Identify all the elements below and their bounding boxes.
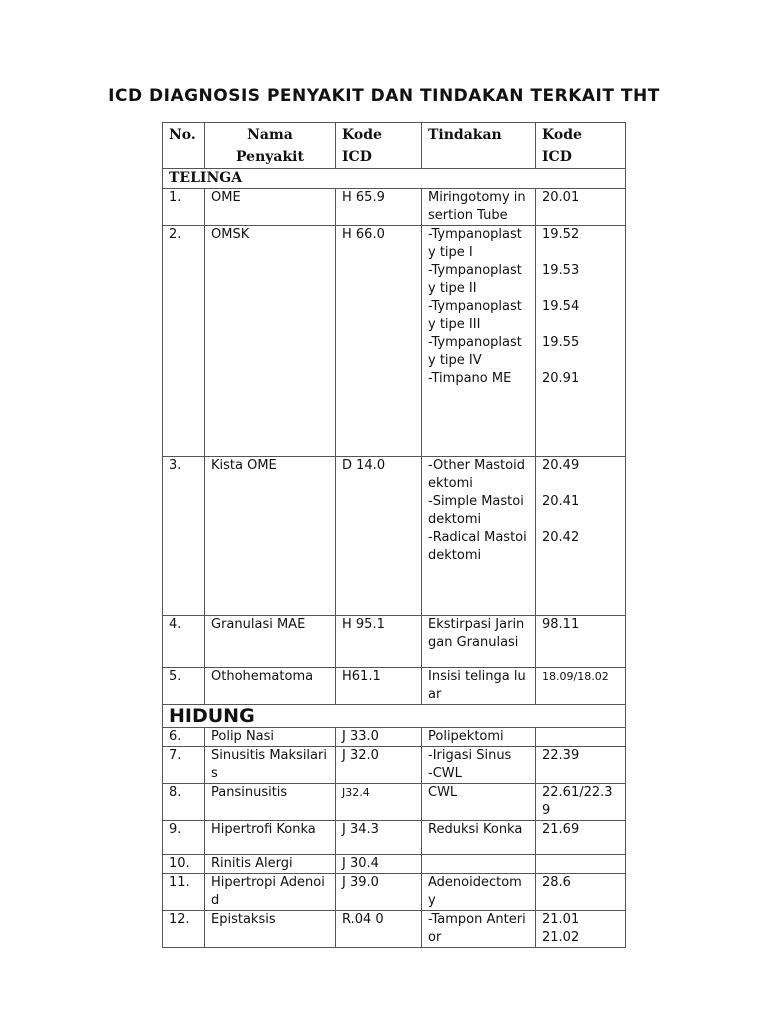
cell-nama: OME xyxy=(205,189,336,226)
table-row xyxy=(163,457,626,616)
cell-kode: 22.61/22.39 xyxy=(536,784,626,821)
cell-nama: Hipertrofi Konka xyxy=(205,821,336,855)
cell-no: 4. xyxy=(163,616,205,668)
table-row xyxy=(163,226,626,457)
header-kode-icd: Kode ICD xyxy=(336,123,422,169)
cell-nama: Hipertropi Adenoid xyxy=(205,874,336,911)
cell-tindakan: Insisi telinga luar xyxy=(422,668,536,705)
table-row xyxy=(163,911,626,948)
cell-no: 2. xyxy=(163,226,205,457)
cell-icd: H 66.0 xyxy=(336,226,422,457)
cell-kode: 28.6 xyxy=(536,874,626,911)
header-no: No. xyxy=(163,123,205,169)
cell-no: 7. xyxy=(163,747,205,784)
cell-tindakan: Miringotomy insertion Tube xyxy=(422,189,536,226)
cell-no: 6. xyxy=(163,728,205,747)
table-header-row xyxy=(163,123,626,169)
cell-icd: H 65.9 xyxy=(336,189,422,226)
cell-icd: H 95.1 xyxy=(336,616,422,668)
cell-tindakan: CWL xyxy=(422,784,536,821)
cell-tindakan: -Other Mastoidektomi -Simple Mastoidektomi -Radical Mastoidektomi xyxy=(422,457,536,616)
icd-table xyxy=(162,122,626,948)
cell-no: 9. xyxy=(163,821,205,855)
section-label-hidung: HIDUNG xyxy=(163,705,626,728)
table-row xyxy=(163,874,626,911)
cell-icd: J32.4 xyxy=(336,784,422,821)
cell-tindakan: -Irigasi Sinus -CWL xyxy=(422,747,536,784)
cell-tindakan: Polipektomi xyxy=(422,728,536,747)
cell-kode xyxy=(536,728,626,747)
cell-nama: Sinusitis Maksilaris xyxy=(205,747,336,784)
table-row xyxy=(163,821,626,855)
cell-icd: H61.1 xyxy=(336,668,422,705)
section-row-hidung xyxy=(163,705,626,728)
table-row xyxy=(163,668,626,705)
header-nama-penyakit: Nama Penyakit xyxy=(205,123,336,169)
cell-kode: 98.11 xyxy=(536,616,626,668)
cell-tindakan: Ekstirpasi Jaringan Granulasi xyxy=(422,616,536,668)
cell-tindakan: -Tympanoplasty tipe I -Tympanoplasty tipe II -Tympanoplasty tipe III -Tympanoplasty tipe IV -Timpano ME xyxy=(422,226,536,457)
header-kode-icd-tindakan: Kode ICD xyxy=(536,123,626,169)
cell-kode: 20.01 xyxy=(536,189,626,226)
cell-kode: 21.01 21.02 xyxy=(536,911,626,948)
cell-tindakan: Reduksi Konka xyxy=(422,821,536,855)
cell-no: 11. xyxy=(163,874,205,911)
cell-nama: Rinitis Alergi xyxy=(205,855,336,874)
table-row xyxy=(163,855,626,874)
cell-kode: 20.49 20.41 20.42 xyxy=(536,457,626,616)
cell-icd: J 34.3 xyxy=(336,821,422,855)
section-row-telinga xyxy=(163,169,626,189)
cell-nama: Pansinusitis xyxy=(205,784,336,821)
table-row xyxy=(163,784,626,821)
document-title: ICD DIAGNOSIS PENYAKIT DAN TINDAKAN TERKAIT THT xyxy=(108,86,660,106)
cell-nama: Kista OME xyxy=(205,457,336,616)
table-row xyxy=(163,189,626,226)
cell-nama: Epistaksis xyxy=(205,911,336,948)
cell-kode: 18.09/18.02 xyxy=(536,668,626,705)
cell-kode xyxy=(536,855,626,874)
cell-tindakan xyxy=(422,855,536,874)
table-row xyxy=(163,747,626,784)
cell-nama: Polip Nasi xyxy=(205,728,336,747)
cell-nama: OMSK xyxy=(205,226,336,457)
table-row xyxy=(163,616,626,668)
cell-kode: 22.39 xyxy=(536,747,626,784)
cell-icd: R.04 0 xyxy=(336,911,422,948)
cell-icd: J 33.0 xyxy=(336,728,422,747)
cell-kode: 19.52 19.53 19.54 19.55 20.91 xyxy=(536,226,626,457)
cell-kode: 21.69 xyxy=(536,821,626,855)
cell-icd: J 30.4 xyxy=(336,855,422,874)
table-row xyxy=(163,728,626,747)
cell-nama: Granulasi MAE xyxy=(205,616,336,668)
section-label-telinga: TELINGA xyxy=(163,169,626,189)
cell-no: 5. xyxy=(163,668,205,705)
cell-no: 12. xyxy=(163,911,205,948)
cell-no: 8. xyxy=(163,784,205,821)
header-tindakan: Tindakan xyxy=(422,123,536,169)
cell-tindakan: -Tampon Anterior xyxy=(422,911,536,948)
cell-nama: Othohematoma xyxy=(205,668,336,705)
cell-no: 3. xyxy=(163,457,205,616)
cell-icd: J 32.0 xyxy=(336,747,422,784)
cell-icd: J 39.0 xyxy=(336,874,422,911)
cell-tindakan: Adenoidectomy xyxy=(422,874,536,911)
cell-no: 10. xyxy=(163,855,205,874)
cell-icd: D 14.0 xyxy=(336,457,422,616)
cell-no: 1. xyxy=(163,189,205,226)
